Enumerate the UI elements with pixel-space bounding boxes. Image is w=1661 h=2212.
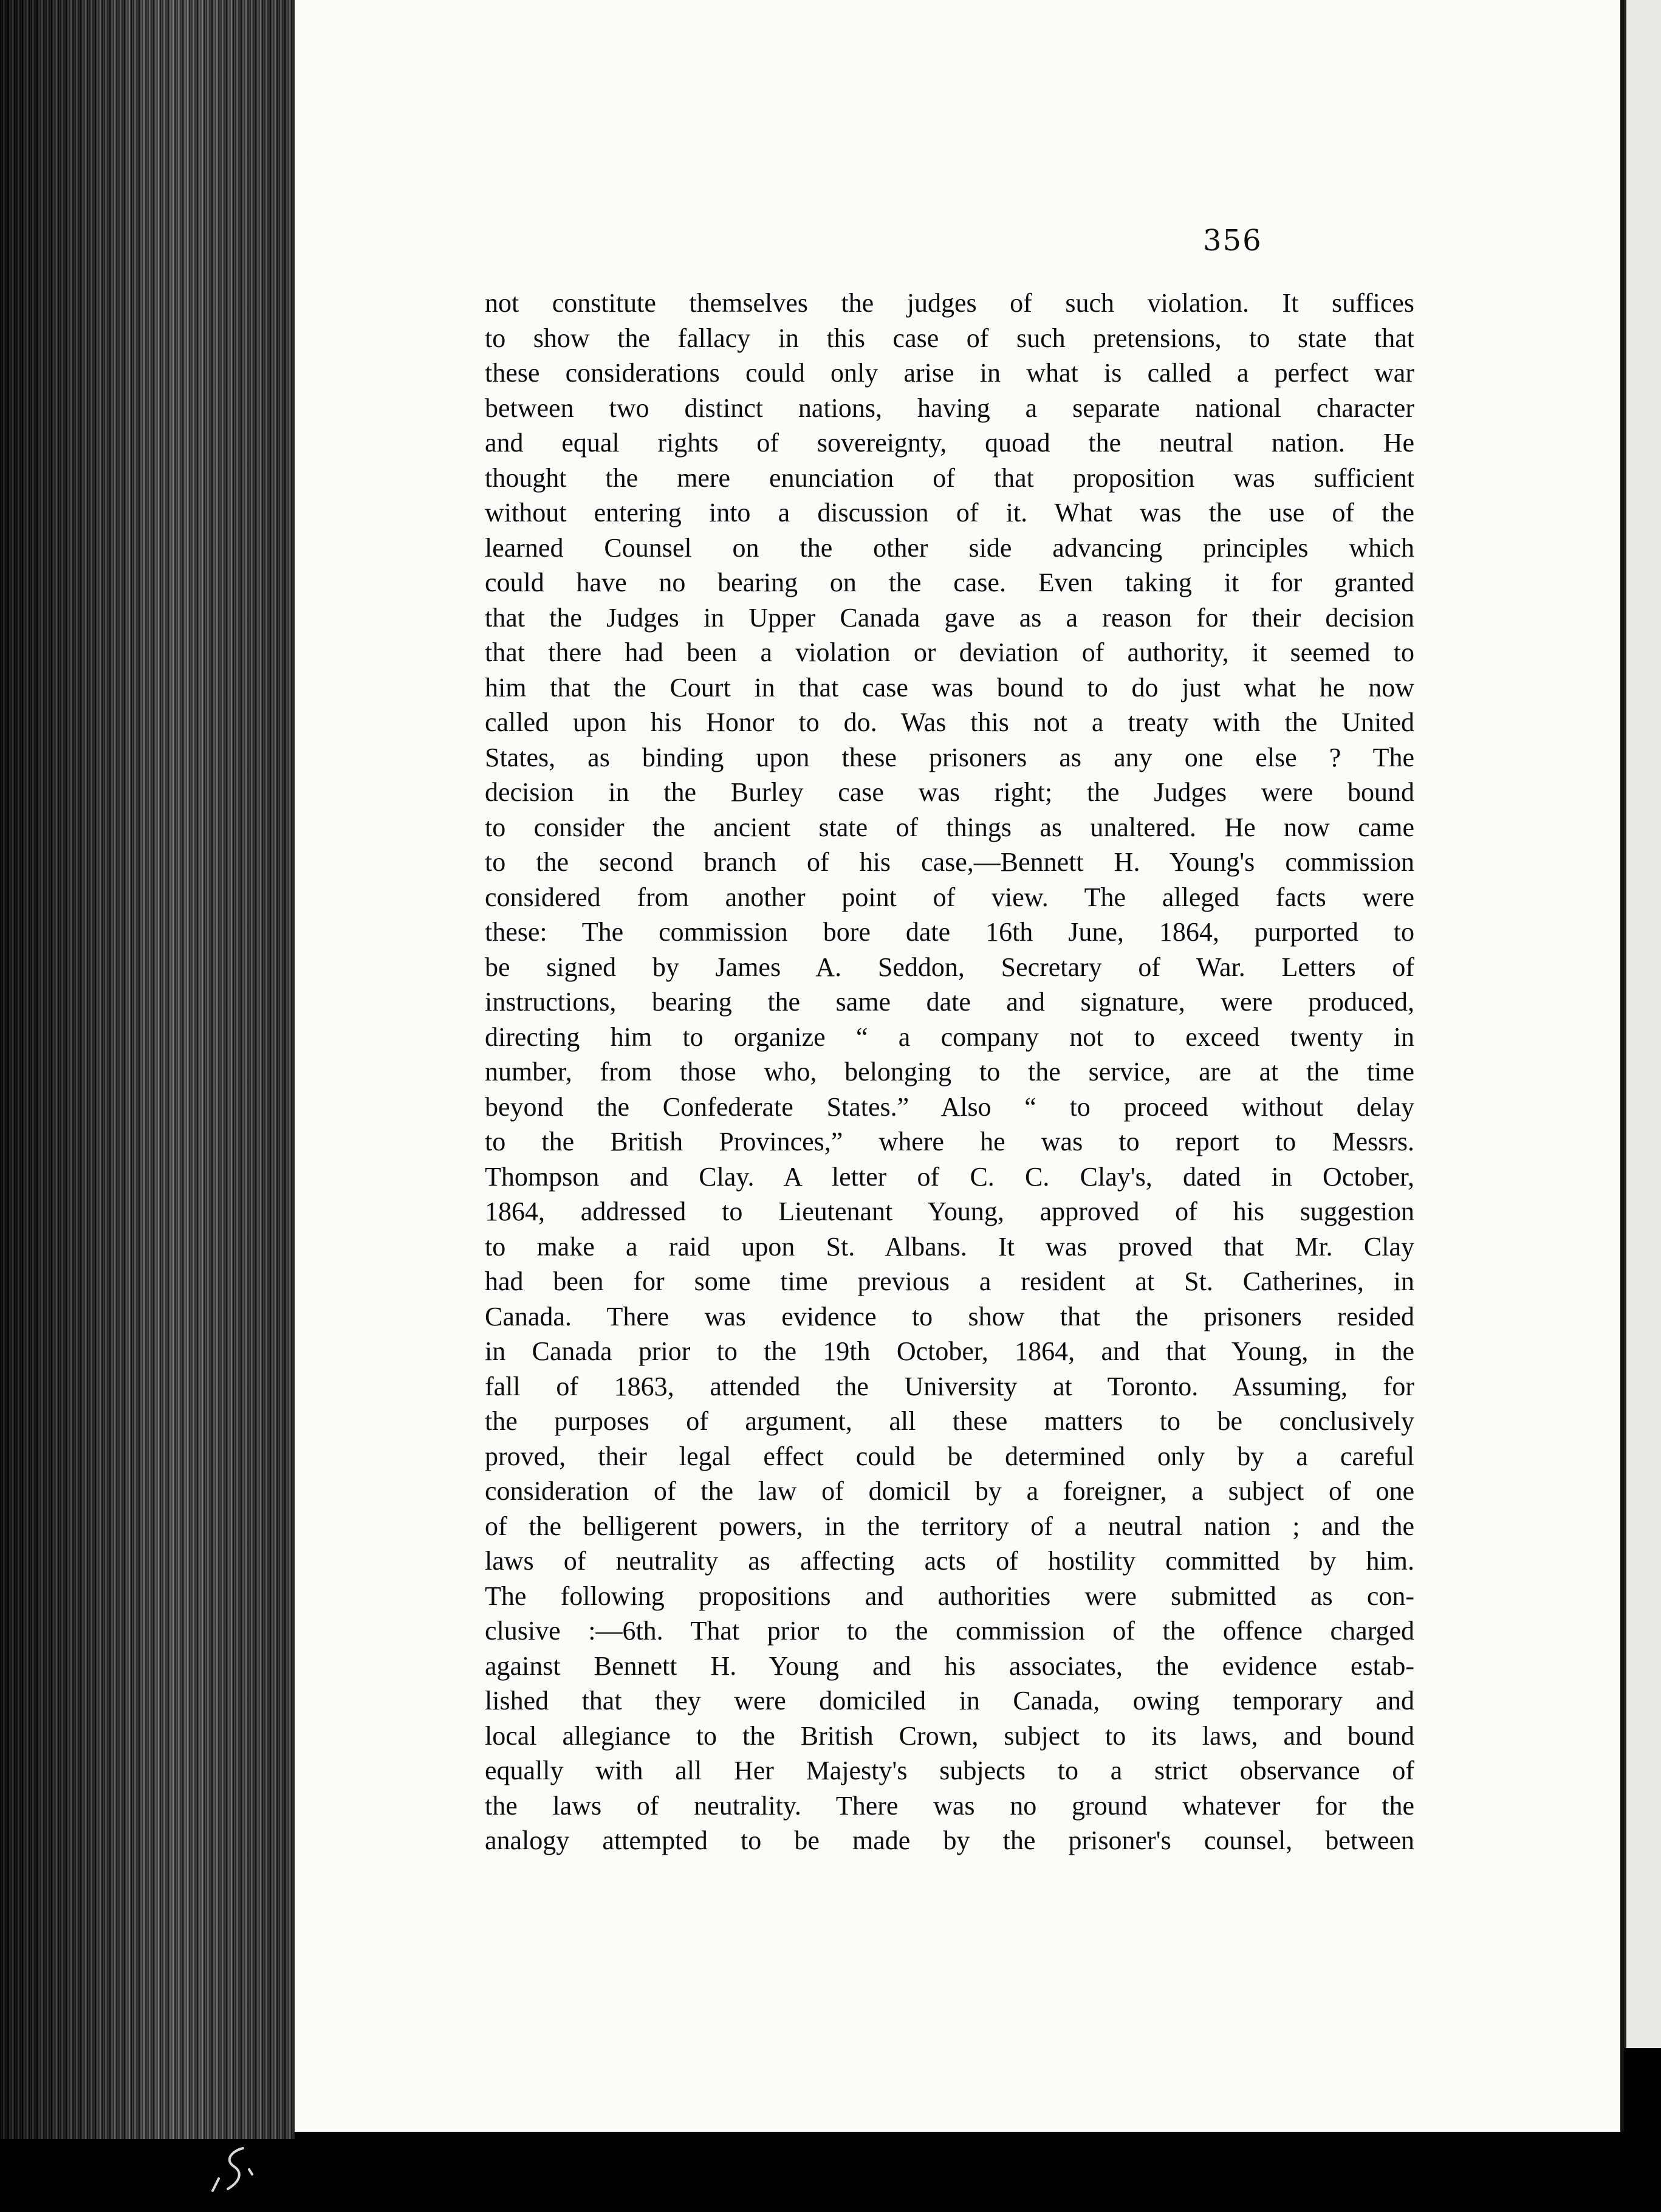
text-line: directing him to organize “ a company not to exceed twenty in [485, 1022, 1414, 1052]
text-line: and equal rights of sovereignty, quoad the neutral nation. He [485, 428, 1414, 458]
text-line: Canada. There was evidence to show that the prisoners resided [485, 1301, 1414, 1331]
page-sheet [295, 0, 1624, 2132]
text-line: Thompson and Clay. A letter of C. C. Clay's, dated in October, [485, 1161, 1414, 1192]
text-line: local allegiance to the British Crown, subject to its laws, and bound [485, 1720, 1414, 1751]
text-line: considered from another point of view. The alleged facts were [485, 882, 1414, 912]
text-line: to consider the ancient state of things as unaltered. He now came [485, 812, 1414, 842]
text-line: not constitute themselves the judges of such violation. It suffices [485, 288, 1414, 318]
text-line: the purposes of argument, all these matters to be conclusively [485, 1406, 1414, 1436]
text-line: in Canada prior to the 19th October, 1864, and that Young, in the [485, 1336, 1414, 1366]
text-line: equally with all Her Majesty's subjects to a strict observance of [485, 1756, 1414, 1785]
text-line: to show the fallacy in this case of such pretensions, to state that [485, 323, 1414, 353]
text-line: fall of 1863, attended the University at Toronto. Assuming, for [485, 1371, 1414, 1401]
text-line: learned Counsel on the other side advancing principles which [485, 532, 1414, 563]
text-line: thought the mere enunciation of that proposition was sufficient [485, 462, 1414, 493]
text-line: 1864, addressed to Lieutenant Young, approved of his suggestion [485, 1197, 1414, 1226]
text-line: consideration of the law of domicil by a foreigner, a subject of one [485, 1476, 1414, 1506]
text-line: to the second branch of his case,—Bennett H. Young's commission [485, 847, 1414, 877]
text-line: called upon his Honor to do. Was this not a treaty with the United [485, 707, 1414, 737]
text-line: lished that they were domiciled in Canada, owing temporary and [485, 1686, 1414, 1716]
text-line: could have no bearing on the case. Even taking it for granted [485, 568, 1414, 597]
text-line: States, as binding upon these prisoners as any one else ? The [485, 742, 1414, 772]
body-text [485, 286, 1414, 1858]
text-line: beyond the Confederate States.” Also “ to proceed without delay [485, 1091, 1414, 1122]
text-line: that there had been a violation or deviation of authority, it seemed to [485, 637, 1414, 667]
text-line: without entering into a discussion of it. What was the use of the [485, 498, 1414, 527]
text-line: analogy attempted to be made by the prisoner's counsel, between [485, 1826, 1414, 1855]
book-page-edges [0, 0, 295, 2139]
text-line: The following propositions and authorities were submitted as con- [485, 1581, 1414, 1611]
text-line: instructions, bearing the same date and signature, were produced, [485, 987, 1414, 1017]
text-line: proved, their legal effect could be determined only by a careful [485, 1441, 1414, 1471]
page-number: 356 [1203, 224, 1262, 258]
text-line: these considerations could only arise in what is called a perfect war [485, 358, 1414, 388]
text-line: to make a raid upon St. Albans. It was proved that Mr. Clay [485, 1231, 1414, 1262]
text-line: be signed by James A. Seddon, Secretary of War. Letters of [485, 952, 1414, 982]
next-page-edge [1624, 0, 1661, 2048]
text-line: clusive :—6th. That prior to the commission of the offence charged [485, 1616, 1414, 1646]
ink-mark [207, 2145, 261, 2194]
text-line: to the British Provinces,” where he was to report to Messrs. [485, 1127, 1414, 1156]
text-line: against Bennett H. Young and his associates, the evidence estab- [485, 1650, 1414, 1681]
text-line: these: The commission bore date 16th June, 1864, purported to [485, 917, 1414, 947]
text-line: decision in the Burley case was right; the Judges were bound [485, 777, 1414, 807]
text-line: number, from those who, belonging to the service, are at the time [485, 1057, 1414, 1087]
text-line: him that the Court in that case was bound to do just what he now [485, 672, 1414, 702]
text-line: of the belligerent powers, in the territory of a neutral nation ; and the [485, 1511, 1414, 1541]
text-line: the laws of neutrality. There was no ground whatever for the [485, 1790, 1414, 1821]
text-line: between two distinct nations, having a separate national character [485, 393, 1414, 423]
text-line: had been for some time previous a resident at St. Catherines, in [485, 1266, 1414, 1296]
text-line: laws of neutrality as affecting acts of hostility committed by him. [485, 1546, 1414, 1576]
text-line: that the Judges in Upper Canada gave as a reason for their decision [485, 602, 1414, 633]
